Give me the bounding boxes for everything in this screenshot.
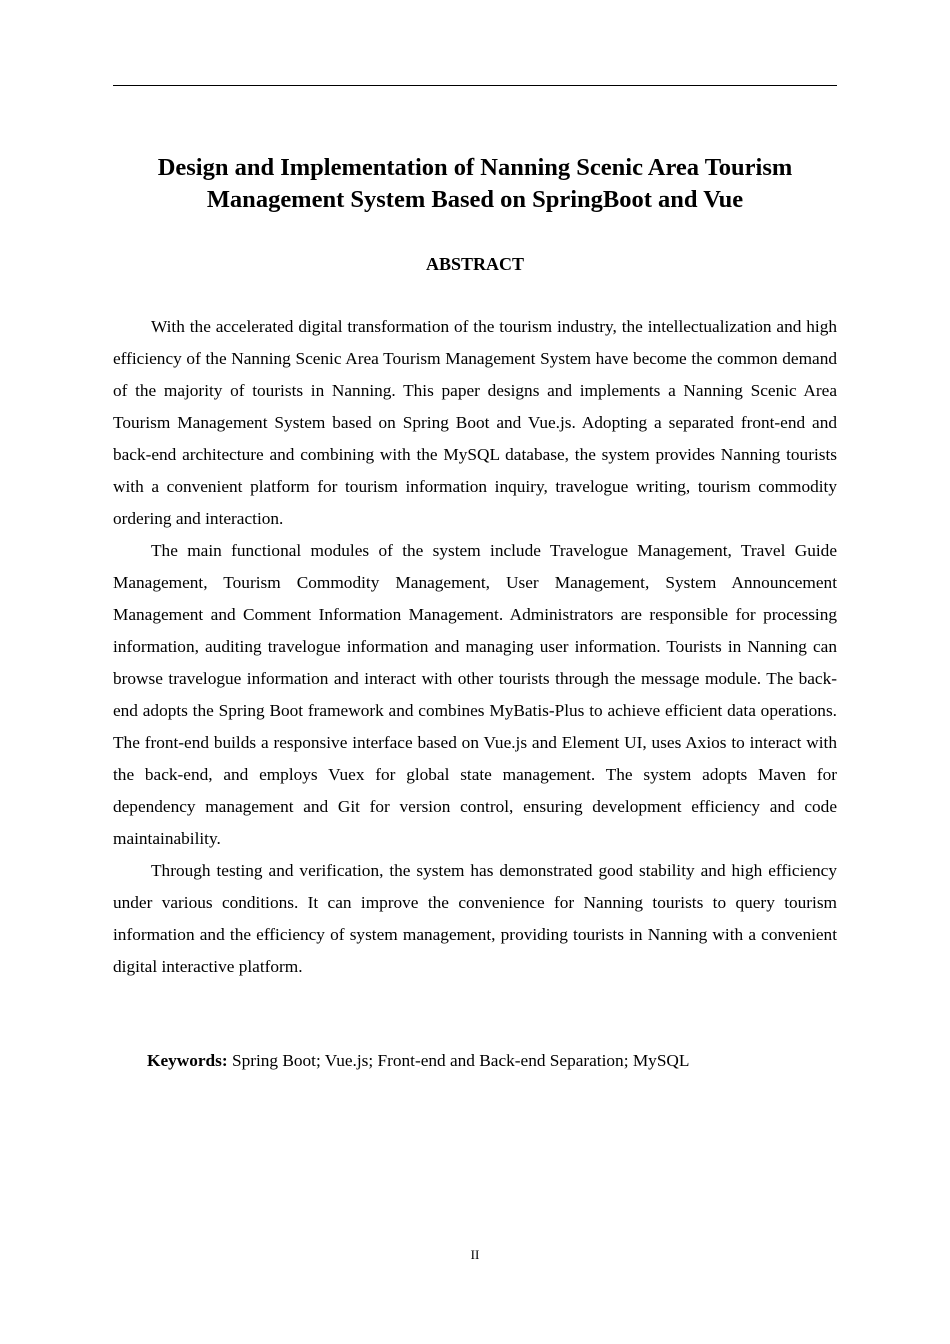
header-rule (113, 85, 837, 86)
abstract-paragraph-2: The main functional modules of the system include Travelogue Management, Travel Guide Management, Tourism Commodity Management, User Management, System Announcement Management and Comment Information Management. Administrators are responsible for processing information, auditing travelogue information and managing user information. Tourists in Nanning can browse travelogue information and interact with other tourists through the message module. The back-end adopts the Spring Boot framework and combines MyBatis-Plus to achieve efficient data operations. The front-end builds a responsive interface based on Vue.js and Element UI, uses Axios to interact with the back-end, and employs Vuex for global state management. The system adopts Maven for dependency management and Git for version control, ensuring development efficiency and code maintainability. (113, 541, 837, 848)
abstract-body (113, 311, 837, 983)
abstract-paragraph-1: With the accelerated digital transformation of the tourism industry, the intellectualization and high efficiency of the Nanning Scenic Area Tourism Management System have become the common demand of the majority of tourists in Nanning. This paper designs and implements a Nanning Scenic Area Tourism Management System based on Spring Boot and Vue.js. Adopting a separated front-end and back-end architecture and combining with the MySQL database, the system provides Nanning tourists with a convenient platform for tourism information inquiry, travelogue writing, tourism commodity ordering and interaction. (113, 317, 837, 528)
abstract-heading: ABSTRACT (425, 254, 525, 274)
page-number: II (470, 1247, 480, 1262)
keywords-text: Spring Boot; Vue.js; Front-end and Back-end Separation; MySQL (227, 1051, 690, 1070)
document-title: Design and Implementation of Nanning Scenic Area Tourism Management System Based on SpringBoot and Vue (157, 154, 793, 213)
abstract-paragraph-3: Through testing and verification, the system has demonstrated good stability and high efficiency under various conditions. It can improve the convenience for Nanning tourists to query tourism information and the efficiency of system management, providing tourists in Nanning with a convenient digital interactive platform. (113, 861, 837, 976)
keywords-line (147, 1046, 837, 1076)
keywords-label: Keywords: (147, 1051, 228, 1070)
